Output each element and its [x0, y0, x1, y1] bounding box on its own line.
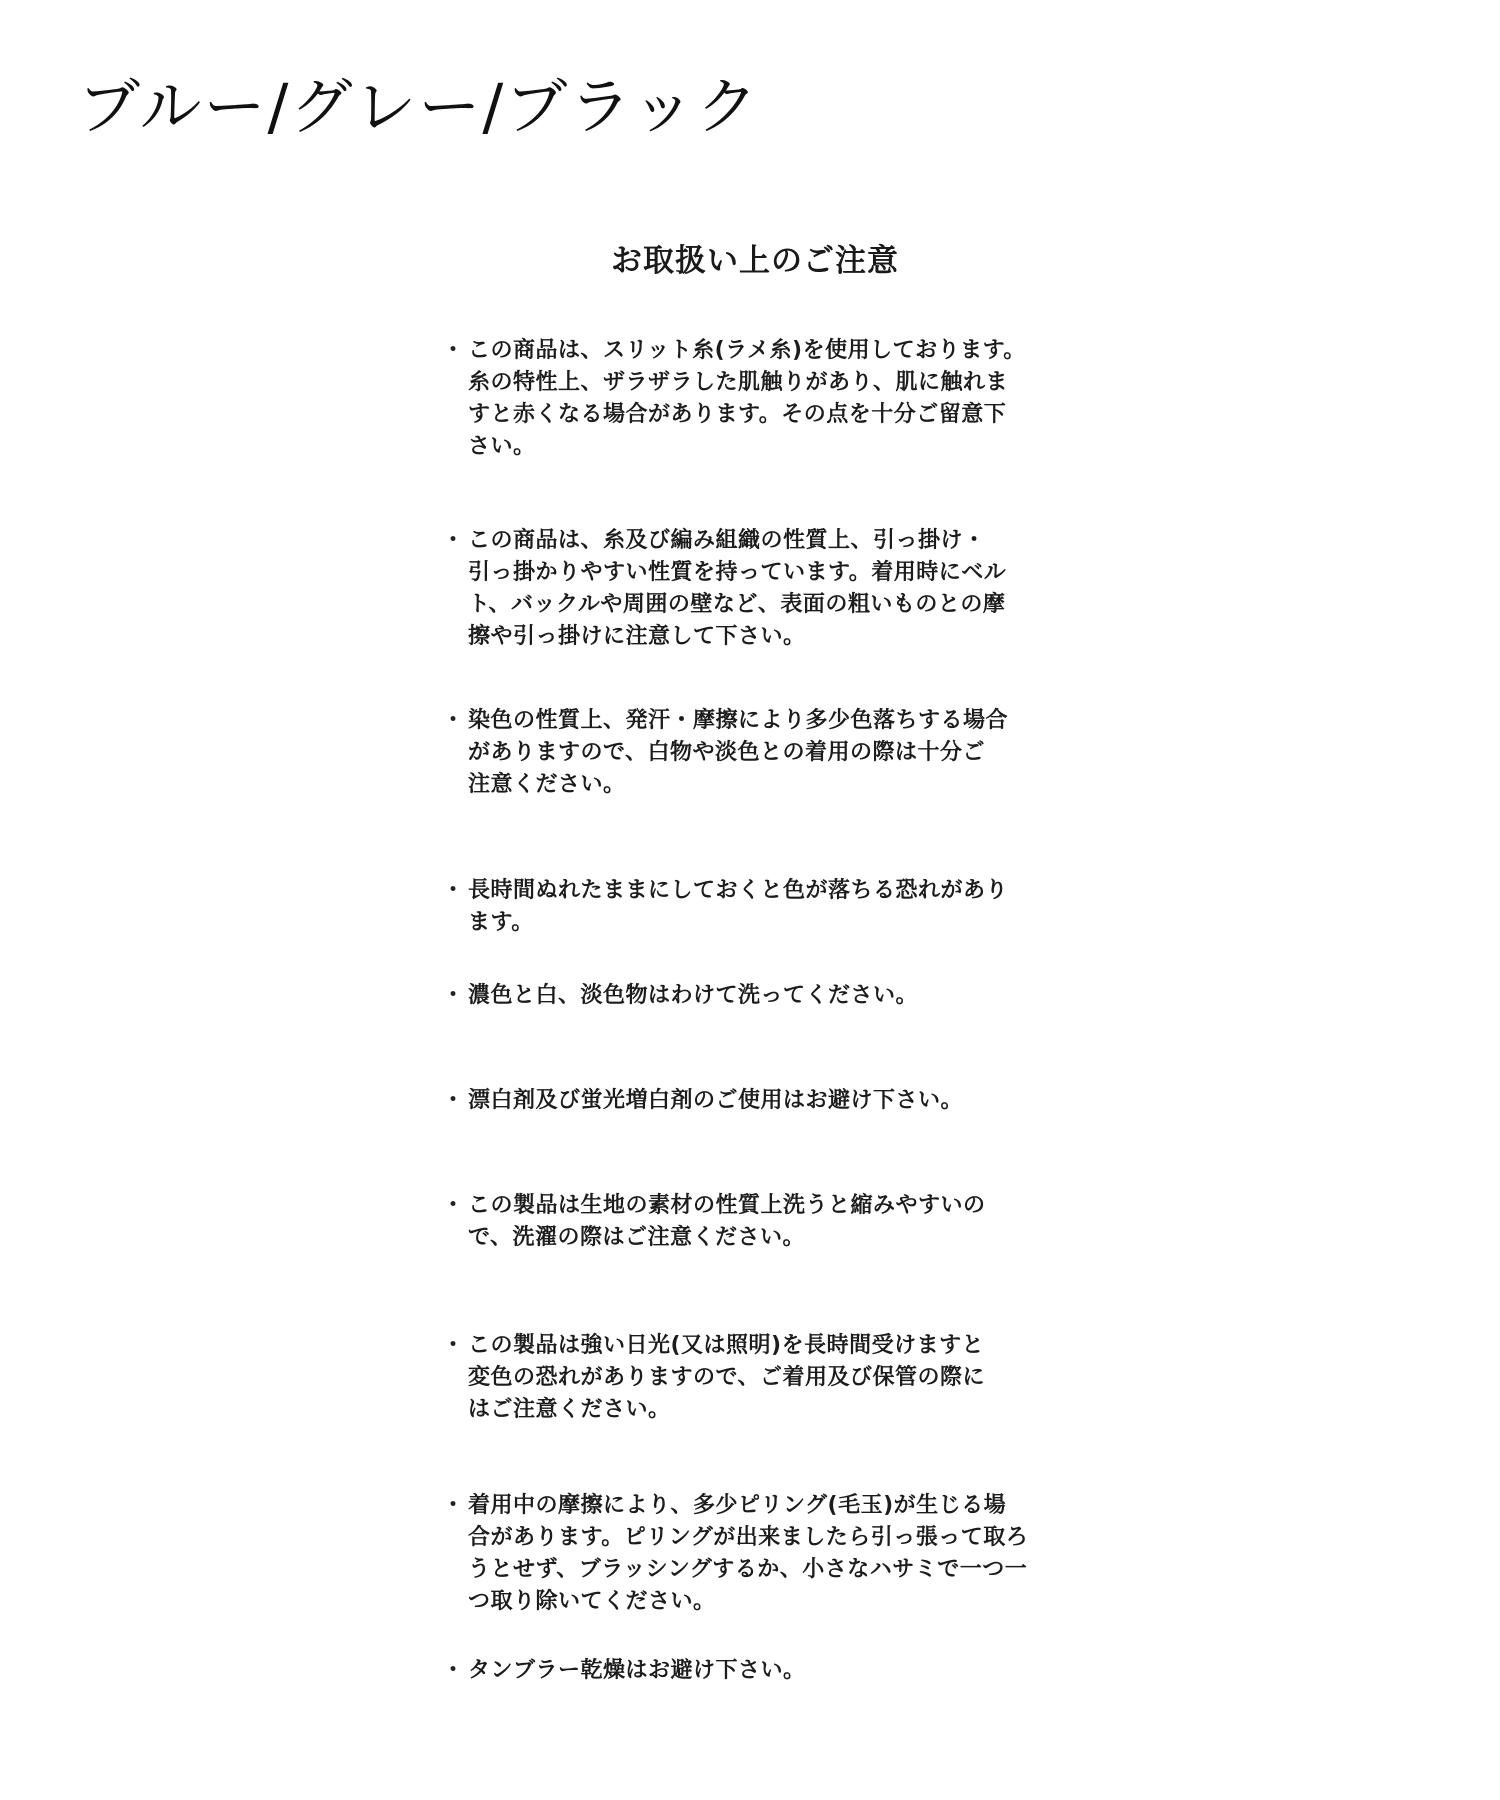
notice-item [430, 1190, 1090, 1254]
bullet-marker: ・ [442, 1658, 465, 1683]
notice-item-text: この商品は、スリット糸(ラメ糸)を使用しております。 糸の特性上、ザラザラした肌触りがあり、肌に触れま すと赤くなる場合があります。その点を十分ご留意下 さい。 [468, 338, 1026, 459]
bullet-marker: ・ [442, 528, 465, 553]
bullet-marker: ・ [442, 1193, 465, 1218]
notice-item-text: タンブラー乾燥はお避け下さい。 [468, 1658, 806, 1683]
notice-item-text: この製品は生地の素材の性質上洗うと縮みやすいの で、洗濯の際はご注意ください。 [468, 1193, 986, 1250]
bullet-marker: ・ [442, 878, 465, 903]
notice-item-text: この製品は強い日光(又は照明)を長時間受けますと 変色の恐れがありますので、ご着用及び保管の際に はご注意ください。 [468, 1333, 986, 1422]
notice-item [430, 1655, 1090, 1687]
notice-item [430, 980, 1090, 1012]
bullet-marker: ・ [442, 1088, 465, 1113]
notice-item-text: 長時間ぬれたままにしておくと色が落ちる恐れがあり ます。 [468, 878, 1009, 935]
notice-title: お取扱い上のご注意 [611, 243, 899, 279]
bullet-marker: ・ [442, 983, 465, 1008]
notice-item [430, 1490, 1090, 1618]
notice-item-text: 濃色と白、淡色物はわけて洗ってください。 [468, 983, 919, 1008]
notice-item [430, 1330, 1090, 1426]
bullet-marker: ・ [442, 338, 465, 363]
notice-item-text: 漂白剤及び蛍光増白剤のご使用はお避け下さい。 [468, 1088, 964, 1113]
color-options-heading: ブルー/グレー/ブラック [78, 70, 761, 143]
care-notice-sheet [430, 225, 1110, 1725]
bullet-marker: ・ [442, 708, 465, 733]
notice-item-text: 着用中の摩擦により、多少ピリング(毛玉)が生じる場 合があります。ピリングが出来ましたら引っ張って取ろ うとせず、ブラッシングするか、小さなハサミで一つ一 つ取り除いてください。 [468, 1493, 1029, 1614]
notice-item-text: 染色の性質上、発汗・摩擦により多少色落ちする場合 がありますので、白物や淡色との着用の際は十分ご 注意ください。 [468, 708, 1009, 797]
bullet-marker: ・ [442, 1333, 465, 1358]
notice-item-text: この商品は、糸及び編み組織の性質上、引っ掛け・ 引っ掛かりやすい性質を持っています。着用時にベル ト、バックルや周囲の壁など、表面の粗いものとの摩 擦や引っ掛けに注意して下さい。 [468, 528, 1007, 649]
bullet-marker: ・ [442, 1493, 465, 1518]
notice-item [430, 1085, 1090, 1117]
notice-item [430, 525, 1090, 653]
notice-item [430, 875, 1090, 939]
notice-item [430, 335, 1090, 463]
notice-item [430, 705, 1090, 801]
